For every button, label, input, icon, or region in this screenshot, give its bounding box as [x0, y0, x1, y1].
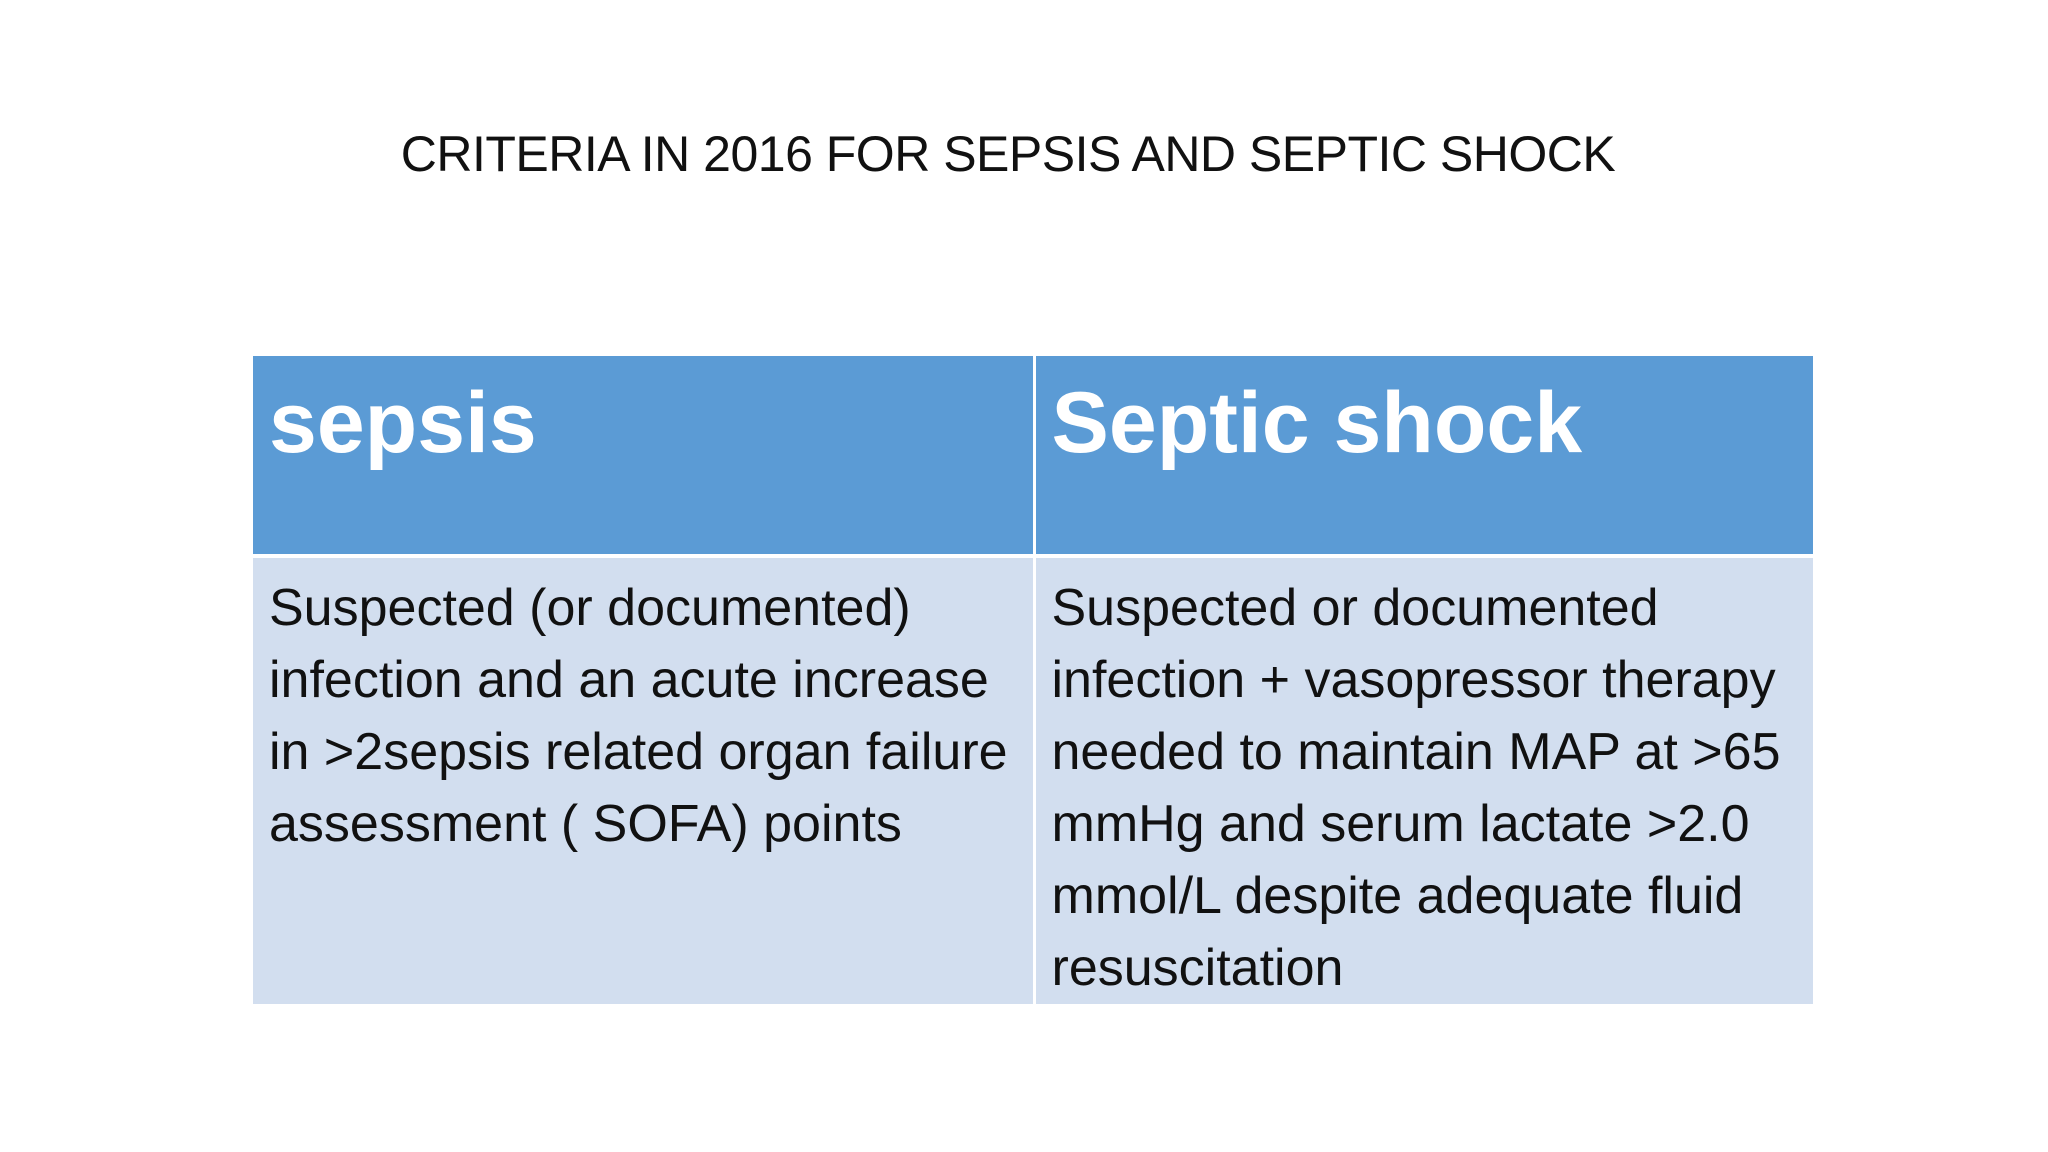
cell-septic-shock-criteria: Suspected or documented infection + vasopressor therapy needed to maintain MAP at >65 mmHg and serum lactate >2.0 mmol/L despite adequate fluid resuscitation: [1034, 556, 1813, 1004]
header-sepsis: sepsis: [253, 356, 1034, 556]
table-header-row: [253, 356, 1813, 556]
cell-sepsis-criteria: Suspected (or documented) infection and an acute increase in >2sepsis related organ failure assessment ( SOFA) points: [253, 556, 1034, 1004]
criteria-table: [253, 356, 1813, 1004]
table-row: [253, 556, 1813, 1004]
slide-title: CRITERIA IN 2016 FOR SEPSIS AND SEPTIC SHOCK: [400, 126, 1616, 182]
header-septic-shock: Septic shock: [1034, 356, 1813, 556]
